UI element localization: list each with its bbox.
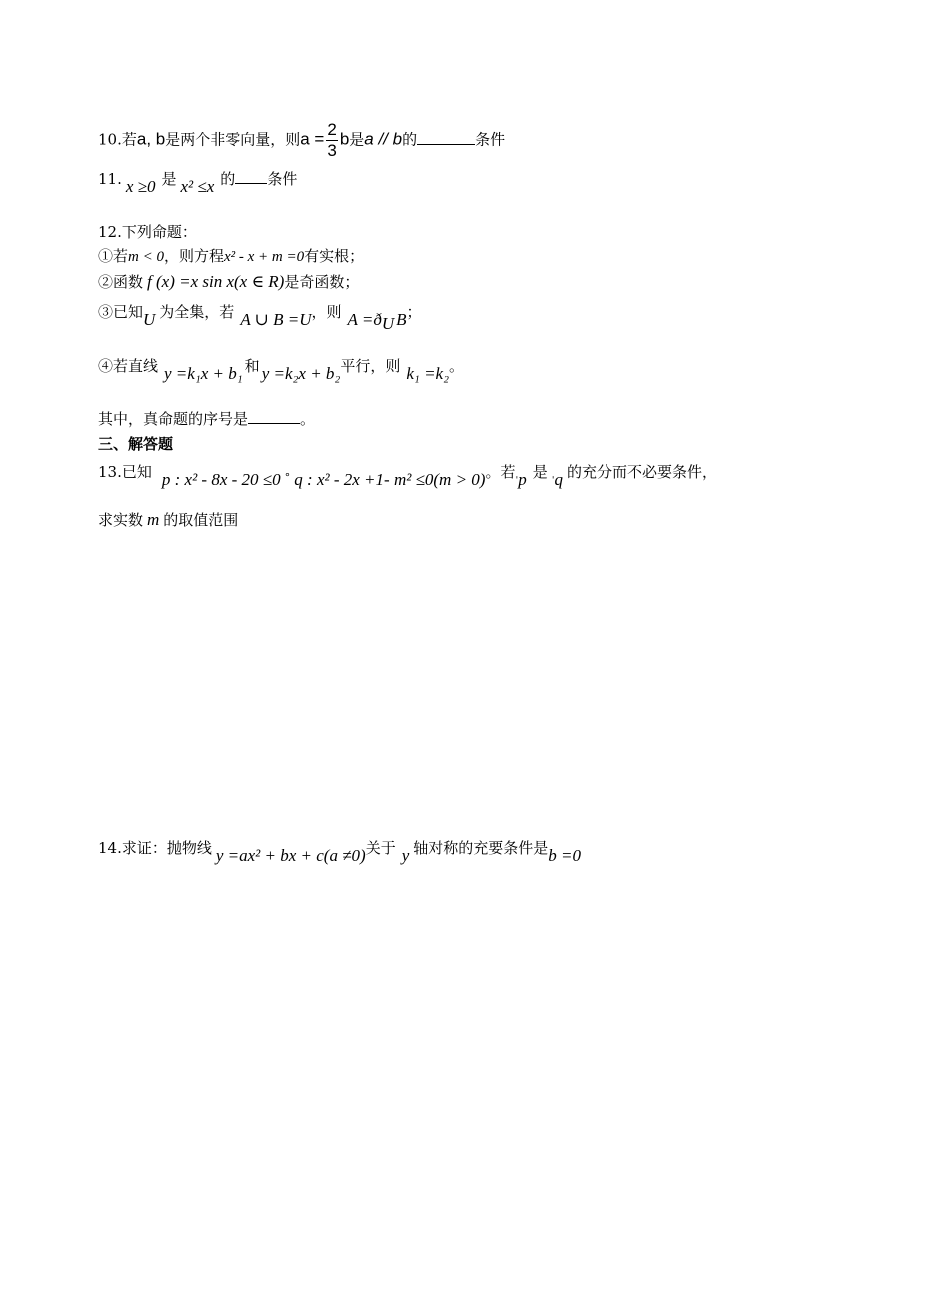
q12-conclusion-prefix: 其中，真命题的序号是	[98, 410, 249, 428]
q13-neg-p: ˌ	[515, 469, 519, 480]
question-14	[98, 838, 582, 865]
q12-item4-mid: 平行，则	[340, 357, 401, 375]
q11-de: 的	[220, 170, 236, 188]
q13-q: q	[554, 470, 563, 489]
q11-shi: 是	[161, 170, 177, 188]
q10-rhs: b	[339, 129, 350, 149]
q12-item1-eq: x² - x + m =0	[224, 249, 305, 265]
q12-title: 12.下列命题：	[98, 223, 197, 241]
q12-item3-result: A =ð	[347, 310, 382, 329]
q10-shi: 是	[349, 130, 365, 149]
q10-prefix: 10.若	[98, 130, 137, 149]
q14-mid: 关于	[365, 839, 396, 857]
q12-item3-union: A ∪ B =U	[240, 310, 312, 329]
q14-suffix: 轴对称的充要条件是	[413, 839, 549, 857]
q10-frac-den: 3	[327, 141, 337, 160]
q12-item2-prefix: ②函数	[98, 273, 144, 291]
q12-item4-line2: y =k₂x + b₂	[261, 364, 341, 383]
q14-axis: y	[401, 846, 410, 865]
q12-item3-suffix: ；	[406, 303, 422, 321]
q12-item3-B: B	[396, 310, 407, 329]
q11-cond2: x² ≤x	[180, 177, 215, 196]
q12-item4-result: k₁ =k₂	[406, 364, 449, 383]
q13-neg-q: ˌ	[551, 469, 555, 480]
q13-q-expr: q : x² - 2x +1- m² ≤0(m > 0)	[294, 470, 486, 489]
q12-item-1	[98, 246, 364, 267]
q12-item-4	[98, 356, 465, 383]
q13-sep: ˚	[284, 470, 291, 489]
q10-suffix: 条件	[475, 130, 506, 149]
q12-item2-func: f (x) =x sin x(x ∈ R)	[147, 272, 285, 291]
q13-prefix: 13.已知	[98, 463, 152, 481]
question-13	[98, 462, 718, 489]
q12-item3-U: U	[143, 310, 156, 329]
q13-suffix: 的充分而不必要条件，	[567, 463, 718, 481]
q10-frac-num: 2	[327, 120, 337, 139]
q12-item1-suffix: 有实根；	[304, 247, 365, 265]
q13-p-expr: p : x² - 8x - 20 ≤0	[161, 470, 281, 489]
q12-item3-mid2: ，则	[311, 303, 342, 321]
section-3-title: 三、解答题	[98, 435, 174, 453]
q13-line2-var: m	[147, 510, 160, 529]
q12-conclusion	[98, 408, 315, 429]
q14-parabola: y =ax² + bx + c(a ≠0)	[215, 846, 366, 865]
q12-item3-mid1: 为全集，若	[159, 303, 235, 321]
q12-item2-suffix: 是奇函数；	[284, 273, 360, 291]
q10-fraction	[326, 120, 337, 161]
q12-item1-cond: m < 0	[128, 249, 164, 265]
q12-item4-suffix: 。	[449, 357, 465, 375]
q11-prefix: 11.	[98, 170, 122, 188]
q10-answer-blank[interactable]	[417, 129, 475, 145]
q10-vars: a, b	[136, 129, 166, 149]
q11-suffix: 条件	[267, 170, 298, 188]
question-13-line-2	[98, 510, 238, 530]
q12-item1-prefix: ①若	[98, 247, 129, 265]
q12-item4-prefix: ④若直线	[98, 357, 159, 375]
q10-de: 的	[402, 130, 418, 149]
q12-answer-blank[interactable]	[248, 408, 300, 424]
q10-lhs: a =	[300, 129, 325, 149]
q13-shi: 是	[532, 463, 548, 481]
q13-period: 。若	[485, 463, 516, 481]
q12-item3-sub: U	[381, 314, 395, 333]
q10-parallel: a // b	[364, 129, 403, 149]
q12-item3-prefix: ③已知	[98, 303, 144, 321]
q13-line2-suffix: 的取值范围	[163, 511, 239, 529]
q13-p: p	[518, 470, 527, 489]
q14-result: b =0	[548, 846, 582, 865]
q10-mid: 是两个非零向量，则	[165, 130, 301, 149]
q11-cond1: x ≥0	[125, 177, 156, 196]
q14-prefix: 14.求证：抛物线	[98, 839, 212, 857]
q12-item1-mid: ，则方程	[163, 247, 224, 265]
q12-item4-he: 和	[244, 357, 260, 375]
q13-line2-prefix: 求实数	[98, 511, 144, 529]
q12-item-2	[98, 272, 359, 292]
question-11	[98, 168, 298, 196]
q11-answer-blank[interactable]	[235, 168, 267, 184]
q12-item4-line1: y =k₁x + b₁	[164, 364, 243, 383]
q12-conclusion-suffix: 。	[300, 410, 316, 428]
question-10	[98, 120, 505, 161]
q12-item-3	[98, 302, 422, 333]
